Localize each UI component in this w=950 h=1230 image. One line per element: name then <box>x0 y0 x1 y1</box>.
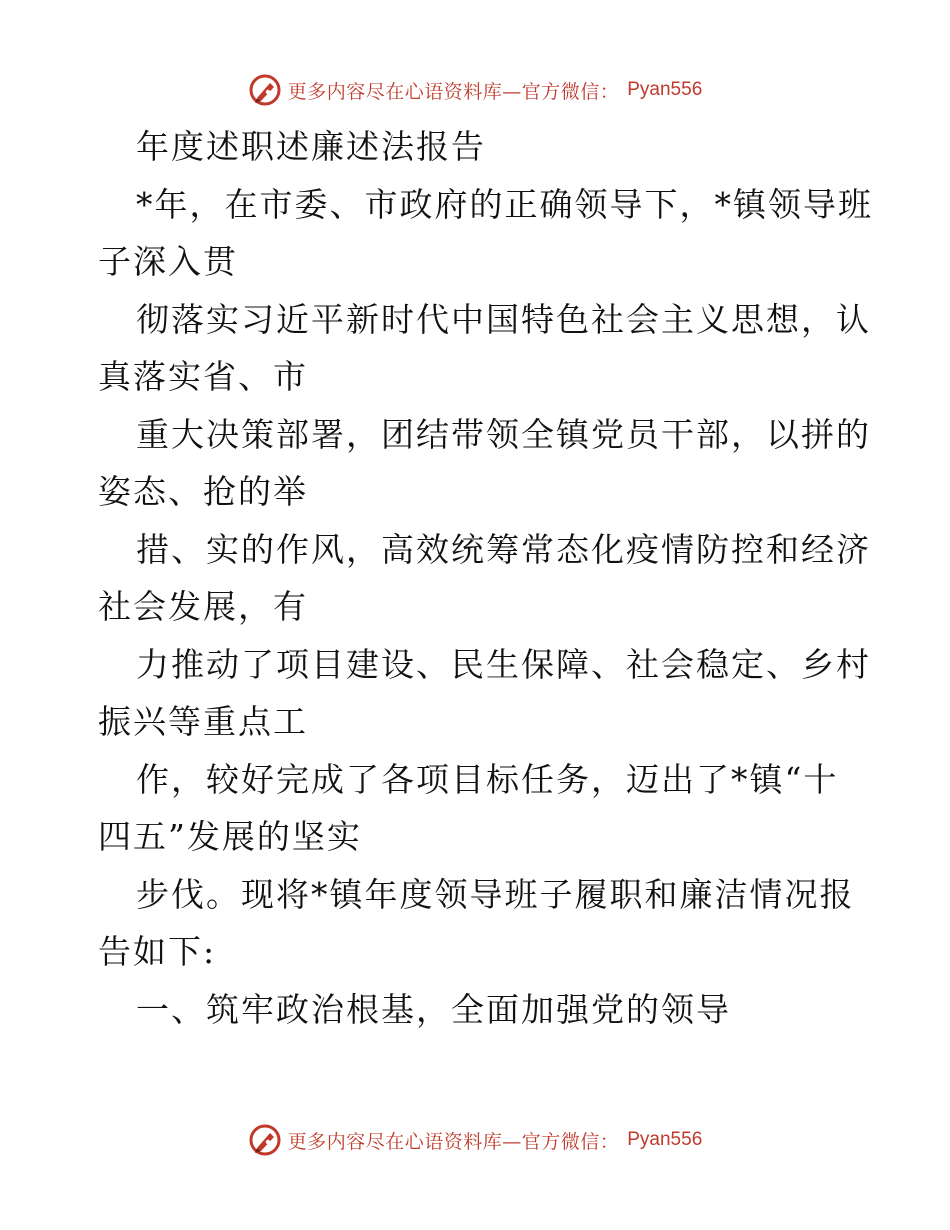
watermark-wechat-id: Pyan556 <box>627 79 703 100</box>
paragraph-line: 真落实省、市 <box>98 357 308 396</box>
paragraph-line: 振兴等重点工 <box>98 702 308 741</box>
paragraph-line: 彻落实习近平新时代中国特色社会主义思想，认 <box>136 299 871 339</box>
pen-logo-icon <box>248 1123 282 1157</box>
header-watermark <box>0 70 950 110</box>
paragraph-line: 姿态、抢的举 <box>98 472 308 511</box>
paragraph-line: 子深入贯 <box>98 242 238 281</box>
paragraph-line: 社会发展，有 <box>98 587 308 626</box>
paragraph-line: 力推动了项目建设、民生保障、社会稳定、乡村 <box>136 644 871 684</box>
document-body <box>98 118 873 1038</box>
footer-watermark <box>0 1120 950 1160</box>
paragraph-line: 步伐。现将*镇年度领导班子履职和廉洁情况报 <box>136 874 855 914</box>
section-heading: 一、筑牢政治根基，全面加强党的领导 <box>136 989 731 1029</box>
watermark-wechat-id: Pyan556 <box>627 1129 703 1150</box>
paragraph-line: 作，较好完成了各项目标任务，迈出了*镇“十 <box>136 759 839 799</box>
document-title: 年度述职述廉述法报告 <box>136 127 486 166</box>
paragraph-line: 告如下: <box>98 932 217 971</box>
paragraph-line: 重大决策部署，团结带领全镇党员干部，以拼的 <box>136 414 871 454</box>
paragraph-line: 措、实的作风，高效统筹常态化疫情防控和经济 <box>136 529 871 569</box>
pen-logo-icon <box>248 73 282 107</box>
paragraph-line: *年，在市委、市政府的正确领导下，*镇领导班 <box>136 184 873 224</box>
paragraph-line: 四五”发展的坚实 <box>98 817 362 856</box>
watermark-text: 更多内容尽在心语资料库—官方微信： <box>287 1130 620 1153</box>
watermark-text: 更多内容尽在心语资料库—官方微信： <box>287 80 620 103</box>
